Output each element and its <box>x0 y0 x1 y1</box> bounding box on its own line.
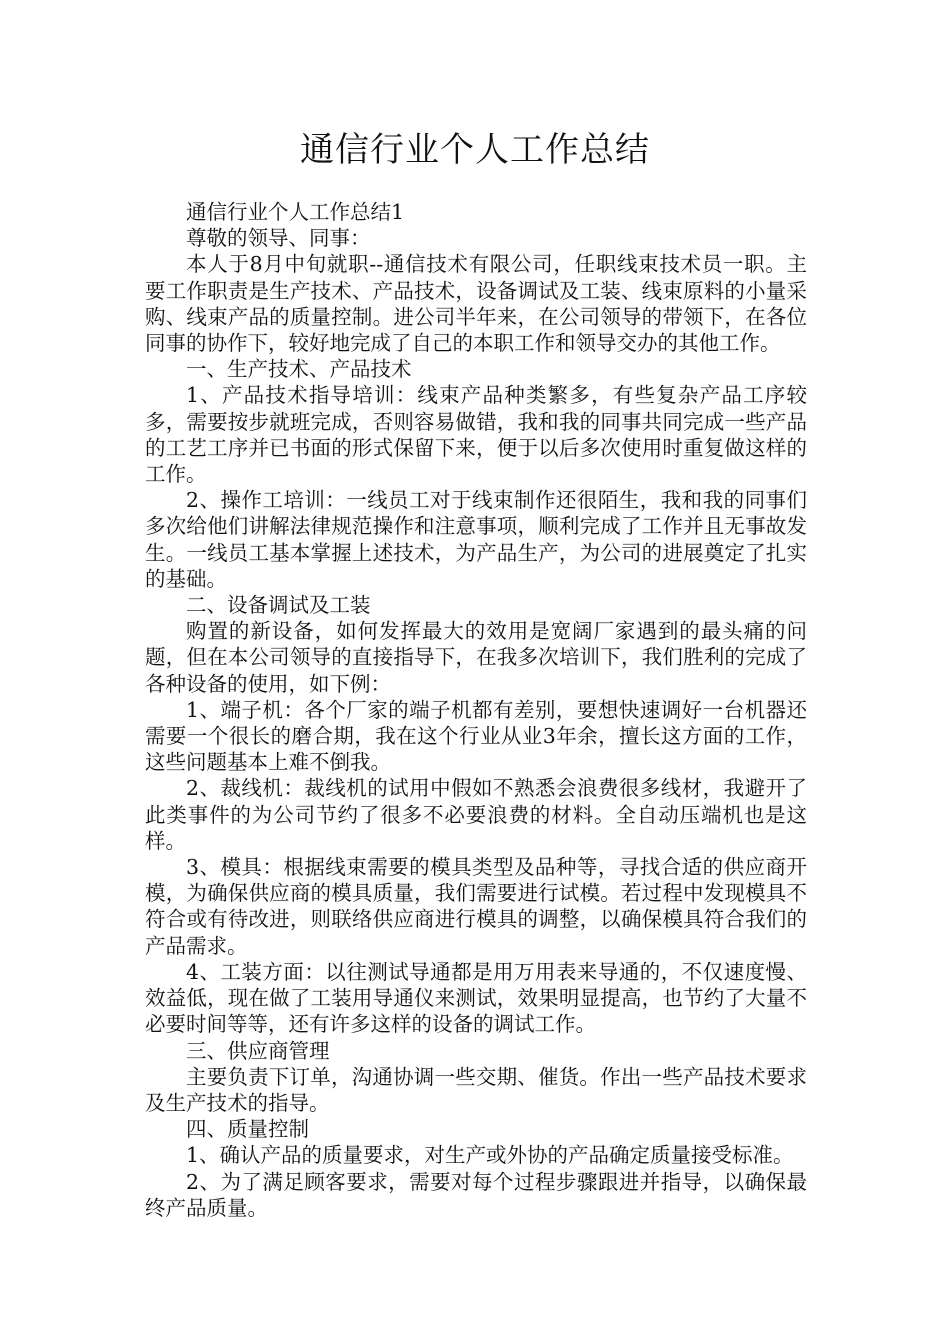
section-heading-2: 二、设备调试及工装 <box>186 593 371 618</box>
paragraph-body: 主要负责下订单，沟通协调一些交期、催货。作出一些产品技术要求及生产技术的指导。 <box>145 1064 807 1115</box>
paragraph-item: 2、操作工培训：一线员工对于线束制作还很陌生，我和我的同事们多次给他们讲解法律规范操作和注意事项，顺利完成了工作并且无事故发生。一线员工基本掌握上述技术，为产品生产，为公司的进展奠定了扎实的基础。 <box>145 488 807 591</box>
paragraph-intro: 本人于8月中旬就职--通信技术有限公司，任职线束技术员一职。主要工作职责是生产技术、产品技术，设备调试及工装、线束原料的小量采购、线束产品的质量控制。进公司半年来，在公司领导的带领下，在各位同事的协作下，较好地完成了自己的本职工作和领导交办的其他工作。 <box>145 252 807 356</box>
paragraph-item: 2、裁线机：裁线机的试用中假如不熟悉会浪费很多线材，我避开了此类事件的为公司节约了很多不必要浪费的材料。全自动压端机也是这样。 <box>145 776 807 853</box>
paragraph-body: 购置的新设备，如何发挥最大的效用是宽阔厂家遇到的最头痛的问题，但在本公司领导的直接指导下，在我多次培训下，我们胜利的完成了各种设备的使用，如下例： <box>145 619 807 696</box>
section-heading-3: 三、供应商管理 <box>186 1038 330 1063</box>
document-body <box>145 199 807 1221</box>
paragraph-greeting: 尊敬的领导、同事： <box>186 226 371 251</box>
paragraph-item: 2、为了满足顾客要求，需要对每个过程步骤跟进并指导，以确保最终产品质量。 <box>145 1169 807 1220</box>
section-heading-1: 一、生产技术、产品技术 <box>186 357 412 382</box>
paragraph-item: 1、产品技术指导培训：线束产品种类繁多，有些复杂产品工序较多，需要按步就班完成，否则容易做错，我和我的同事共同完成一些产品的工艺工序并已书面的形式保留下来，便于以后多次使用时重复做这样的工作。 <box>145 383 807 487</box>
paragraph-item: 1、确认产品的质量要求，对生产或外协的产品确定质量接受标准。 <box>186 1143 794 1168</box>
paragraph-item: 4、工装方面：以往测试导通都是用万用表来导通的，不仅速度慢、效益低，现在做了工装用导通仪来测试，效果明显提高，也节约了大量不必要时间等等，还有许多这样的设备的调试工作。 <box>145 959 807 1037</box>
paragraph-subtitle: 通信行业个人工作总结1 <box>186 200 405 224</box>
paragraph-item: 1、端子机：各个厂家的端子机都有差别，要想快速调好一台机器还需要一个很长的磨合期，我在这个行业从业3年余，擅长这方面的工作，这些问题基本上难不倒我。 <box>145 697 807 775</box>
document-title: 通信行业个人工作总结 <box>300 130 650 170</box>
section-heading-4: 四、质量控制 <box>186 1117 309 1142</box>
paragraph-item: 3、模具：根据线束需要的模具类型及品种等，寻找合适的供应商开模，为确保供应商的模具质量，我们需要进行试模。若过程中发现模具不符合或有待改进，则联络供应商进行模具的调整，以确保模具符合我们的产品需求。 <box>145 855 807 958</box>
